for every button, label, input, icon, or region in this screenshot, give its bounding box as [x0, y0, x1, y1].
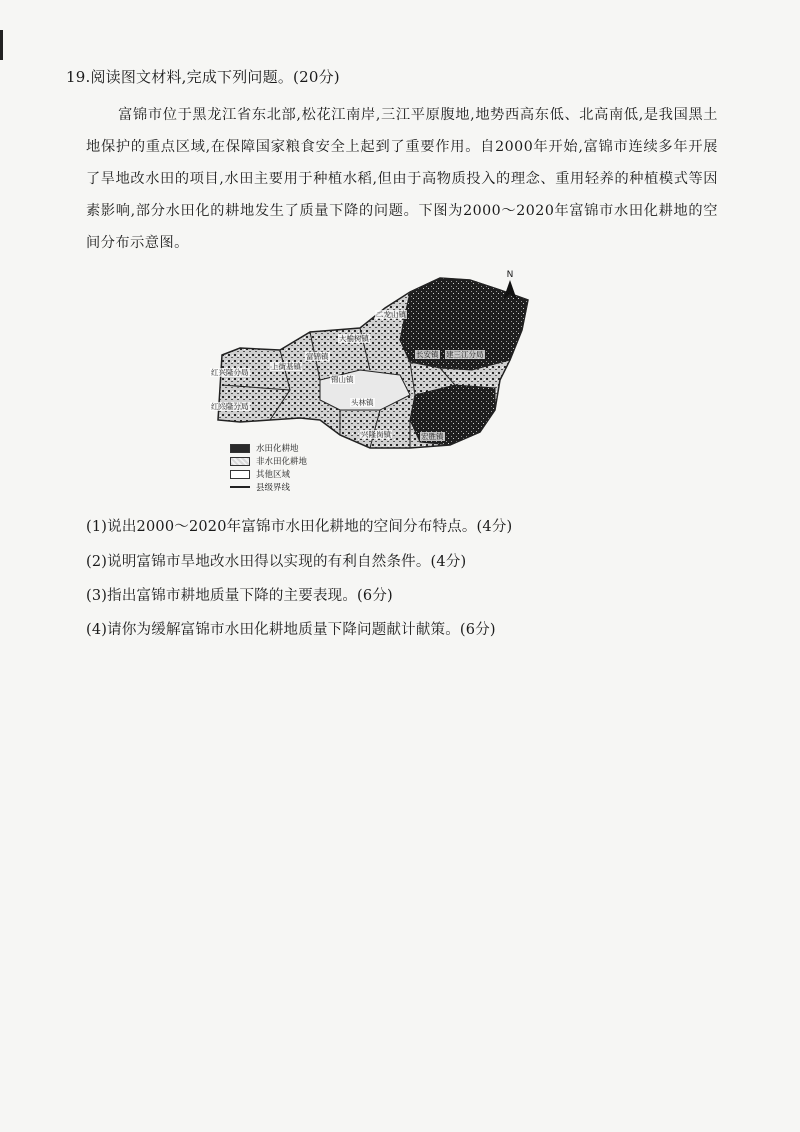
sub-question-4: (4)请你为缓解富锦市水田化耕地质量下降问题献计献策。(6分) [86, 622, 496, 638]
sub-question-1: (1)说出2000～2020年富锦市水田化耕地的空间分布特点。(4分) [86, 519, 513, 535]
north-label: N [506, 270, 514, 280]
sub-question-3: (3)指出富锦市耕地质量下降的主要表现。(6分) [86, 588, 393, 604]
legend-item [230, 481, 350, 493]
north-arrow [502, 270, 518, 302]
town-label: 红兴隆分局 [211, 368, 249, 377]
town-label: 上街基镇 [271, 362, 301, 371]
town-label: 大榆树镇 [339, 334, 369, 343]
paragraph-text: 富锦市位于黑龙江省东北部,松花江南岸,三江平原腹地,地势西高东低、北高南低,是我国黑土地保护的重点区域,在保障国家粮食安全上起到了重要作用。自2000年开始,富锦市连续多年开展了旱地改水田的项目,水田主要用于种植水稻,但由于高物质投入的理念、重用轻养的种植模式等因素影响,部分水田化的耕地发生了质量下降的问题。下图为2000～2020年富锦市水田化耕地的空间分布示意图。 [86, 107, 718, 251]
town-label: 建三江分局 [446, 350, 484, 359]
town-label: 兴隆岗镇 [361, 430, 391, 439]
town-label: 锦山镇 [331, 375, 354, 384]
non-paddy-swatch [230, 457, 250, 466]
sub-question-2: (2)说明富锦市旱地改水田得以实现的有利自然条件。(4分) [86, 554, 467, 570]
boundary-line-swatch [230, 486, 250, 488]
other-area-swatch [230, 470, 250, 479]
legend-label: 水田化耕地 [256, 444, 299, 454]
legend-label: 非水田化耕地 [256, 457, 308, 467]
town-label: 富锦镇 [306, 352, 329, 361]
legend-label: 县级界线 [256, 483, 291, 493]
town-label: 二龙山镇 [376, 310, 406, 319]
town-label: 宏胜镇 [421, 432, 444, 441]
legend-item [230, 442, 350, 454]
question-paragraph [86, 99, 718, 259]
town-label: 长安镇 [416, 350, 439, 359]
north-arrow-icon [502, 280, 518, 300]
land-use-map [210, 270, 530, 506]
legend-item [230, 455, 350, 467]
map-legend [230, 442, 350, 494]
paddy-swatch [230, 444, 250, 453]
question-title: 19.阅读图文材料,完成下列问题。(20分) [66, 68, 340, 86]
town-label: 头林镇 [351, 398, 374, 407]
map-graphic [210, 270, 530, 450]
legend-item [230, 468, 350, 480]
town-label: 红兴隆分局 [211, 402, 249, 411]
scan-edge-mark [0, 30, 3, 60]
legend-label: 其他区域 [256, 470, 291, 480]
